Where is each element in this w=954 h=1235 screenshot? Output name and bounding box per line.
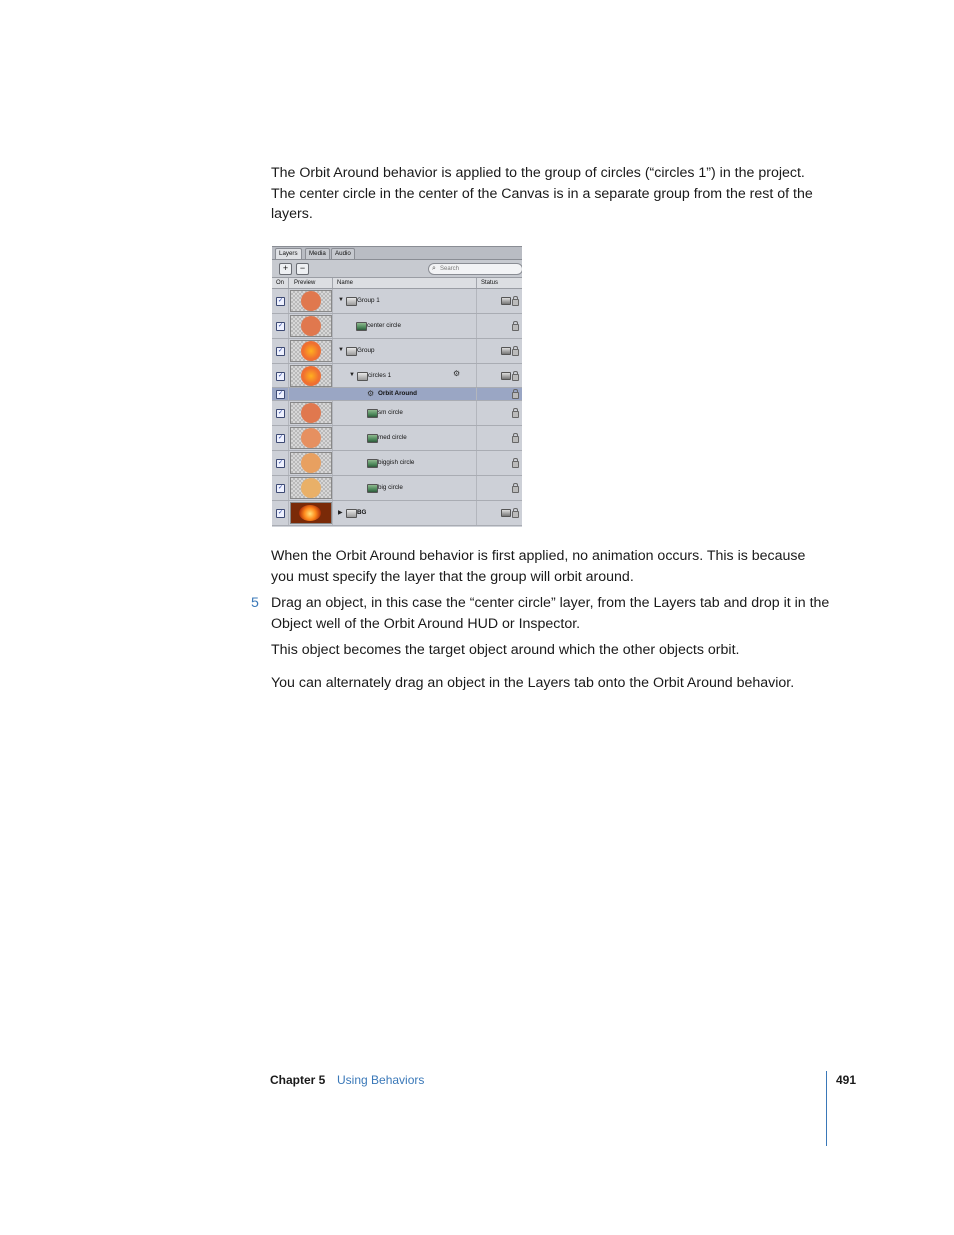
- layer-stack-icon[interactable]: [501, 372, 511, 380]
- image-layer-icon: [356, 322, 367, 331]
- layer-preview: [290, 452, 332, 474]
- layer-enable-checkbox[interactable]: ✓: [277, 410, 284, 416]
- disclosure-triangle-icon[interactable]: ▶: [338, 510, 343, 516]
- image-layer-icon: [367, 459, 378, 468]
- footer-chapter-title[interactable]: Using Behaviors: [337, 1073, 425, 1087]
- remove-layer-button[interactable]: −: [296, 263, 309, 275]
- lock-icon[interactable]: [512, 349, 519, 356]
- layer-row-bg[interactable]: [272, 501, 522, 526]
- image-layer-icon: [367, 434, 378, 443]
- tab-layers[interactable]: Layers: [275, 248, 302, 259]
- lock-icon[interactable]: [512, 392, 519, 399]
- layer-preview: [290, 315, 332, 337]
- column-header: [272, 278, 522, 289]
- layer-name[interactable]: med circle: [378, 434, 407, 441]
- tab-media[interactable]: Media: [305, 248, 330, 259]
- group-icon: [346, 509, 357, 518]
- footer-divider: [826, 1071, 827, 1146]
- image-layer-icon: [367, 409, 378, 418]
- layer-row-orbit-around[interactable]: [272, 388, 522, 401]
- footer-chapter: Chapter 5: [270, 1073, 326, 1087]
- search-placeholder: Search: [440, 266, 460, 272]
- layer-preview: [290, 340, 332, 362]
- layer-name[interactable]: biggish circle: [378, 459, 415, 466]
- layer-preview: [290, 290, 332, 312]
- layer-enable-checkbox[interactable]: ✓: [277, 460, 284, 466]
- group-icon: [346, 297, 357, 306]
- layer-name[interactable]: circles 1: [368, 372, 392, 379]
- layer-enable-checkbox[interactable]: ✓: [277, 510, 284, 516]
- lock-icon[interactable]: [512, 374, 519, 381]
- intro-paragraph: The Orbit Around behavior is applied to the group of circles (“circles 1”) in the project. The center circle in the center of the Canvas is in a separate group from the rest of the layers.: [271, 165, 813, 223]
- tab-audio[interactable]: Audio: [331, 248, 355, 259]
- page-number: 491: [836, 1073, 857, 1087]
- image-layer-icon: [367, 484, 378, 493]
- lock-icon[interactable]: [512, 324, 519, 331]
- layer-row-group[interactable]: [272, 339, 522, 364]
- layer-enable-checkbox[interactable]: ✓: [277, 435, 284, 441]
- explanation-paragraph: When the Orbit Around behavior is first applied, no animation occurs. This is because you must specify the layer that the group will orbit around.: [271, 548, 806, 585]
- alternate-paragraph: You can alternately drag an object in the Layers tab onto the Orbit Around behavior.: [271, 675, 795, 691]
- column-status[interactable]: Status: [481, 280, 499, 286]
- lock-icon[interactable]: [512, 436, 519, 443]
- step-text: Drag an object, in this case the “center circle” layer, from the Layers tab and drop it in the Object well of the Orbit Around HUD or Inspector.: [271, 595, 830, 632]
- layer-name[interactable]: big circle: [378, 484, 403, 491]
- layer-enable-checkbox[interactable]: ✓: [277, 298, 284, 304]
- layer-enable-checkbox[interactable]: ✓: [277, 348, 284, 354]
- layer-row-group-1[interactable]: [272, 289, 522, 314]
- layer-row-med-circle[interactable]: [272, 426, 522, 451]
- behavior-gear-icon[interactable]: ⚙: [453, 369, 461, 378]
- lock-icon[interactable]: [512, 411, 519, 418]
- layer-preview: [290, 365, 332, 387]
- disclosure-triangle-icon[interactable]: ▼: [338, 297, 344, 303]
- layer-row-circles-1[interactable]: [272, 364, 522, 388]
- step-number: 5: [251, 595, 259, 611]
- column-on[interactable]: On: [276, 280, 285, 286]
- layer-row-sm-circle[interactable]: [272, 401, 522, 426]
- layer-stack-icon[interactable]: [501, 297, 511, 305]
- layer-name[interactable]: Group 1: [357, 297, 380, 304]
- lock-icon[interactable]: [512, 461, 519, 468]
- panel-tabs: [272, 247, 522, 260]
- lock-icon[interactable]: [512, 486, 519, 493]
- result-paragraph: This object becomes the target object around which the other objects orbit.: [271, 642, 740, 658]
- panel-toolbar: [272, 260, 522, 278]
- layer-row-biggish-circle[interactable]: [272, 451, 522, 476]
- layer-enable-checkbox[interactable]: ✓: [277, 373, 284, 379]
- group-icon: [346, 347, 357, 356]
- layer-name[interactable]: center circle: [367, 322, 401, 329]
- layer-stack-icon[interactable]: [501, 347, 511, 355]
- layer-stack-icon[interactable]: [501, 509, 511, 517]
- layer-name[interactable]: Group: [357, 347, 375, 354]
- behavior-icon: ⚙: [367, 389, 375, 398]
- disclosure-triangle-icon[interactable]: ▼: [338, 347, 344, 353]
- layer-enable-checkbox[interactable]: ✓: [277, 323, 284, 329]
- column-name[interactable]: Name: [337, 280, 354, 286]
- layer-enable-checkbox[interactable]: ✓: [277, 485, 284, 491]
- search-icon: ⌕: [432, 265, 436, 272]
- behavior-name[interactable]: Orbit Around: [378, 390, 417, 397]
- lock-icon[interactable]: [512, 299, 519, 306]
- disclosure-triangle-icon[interactable]: ▼: [349, 372, 355, 378]
- add-layer-button[interactable]: +: [279, 263, 292, 275]
- behavior-enable-checkbox[interactable]: ✓: [277, 391, 284, 397]
- layer-row-big-circle[interactable]: [272, 476, 522, 501]
- layers-panel: [272, 246, 522, 527]
- layer-preview: [290, 427, 332, 449]
- column-preview[interactable]: Preview: [294, 280, 316, 286]
- search-field[interactable]: [428, 263, 522, 275]
- group-icon: [357, 372, 368, 381]
- layer-preview: [290, 402, 332, 424]
- layer-name[interactable]: sm circle: [378, 409, 403, 416]
- layer-name[interactable]: BG: [357, 509, 367, 516]
- layer-preview: [290, 502, 332, 524]
- layer-row-center-circle[interactable]: [272, 314, 522, 339]
- layer-preview: [290, 477, 332, 499]
- lock-icon[interactable]: [512, 511, 519, 518]
